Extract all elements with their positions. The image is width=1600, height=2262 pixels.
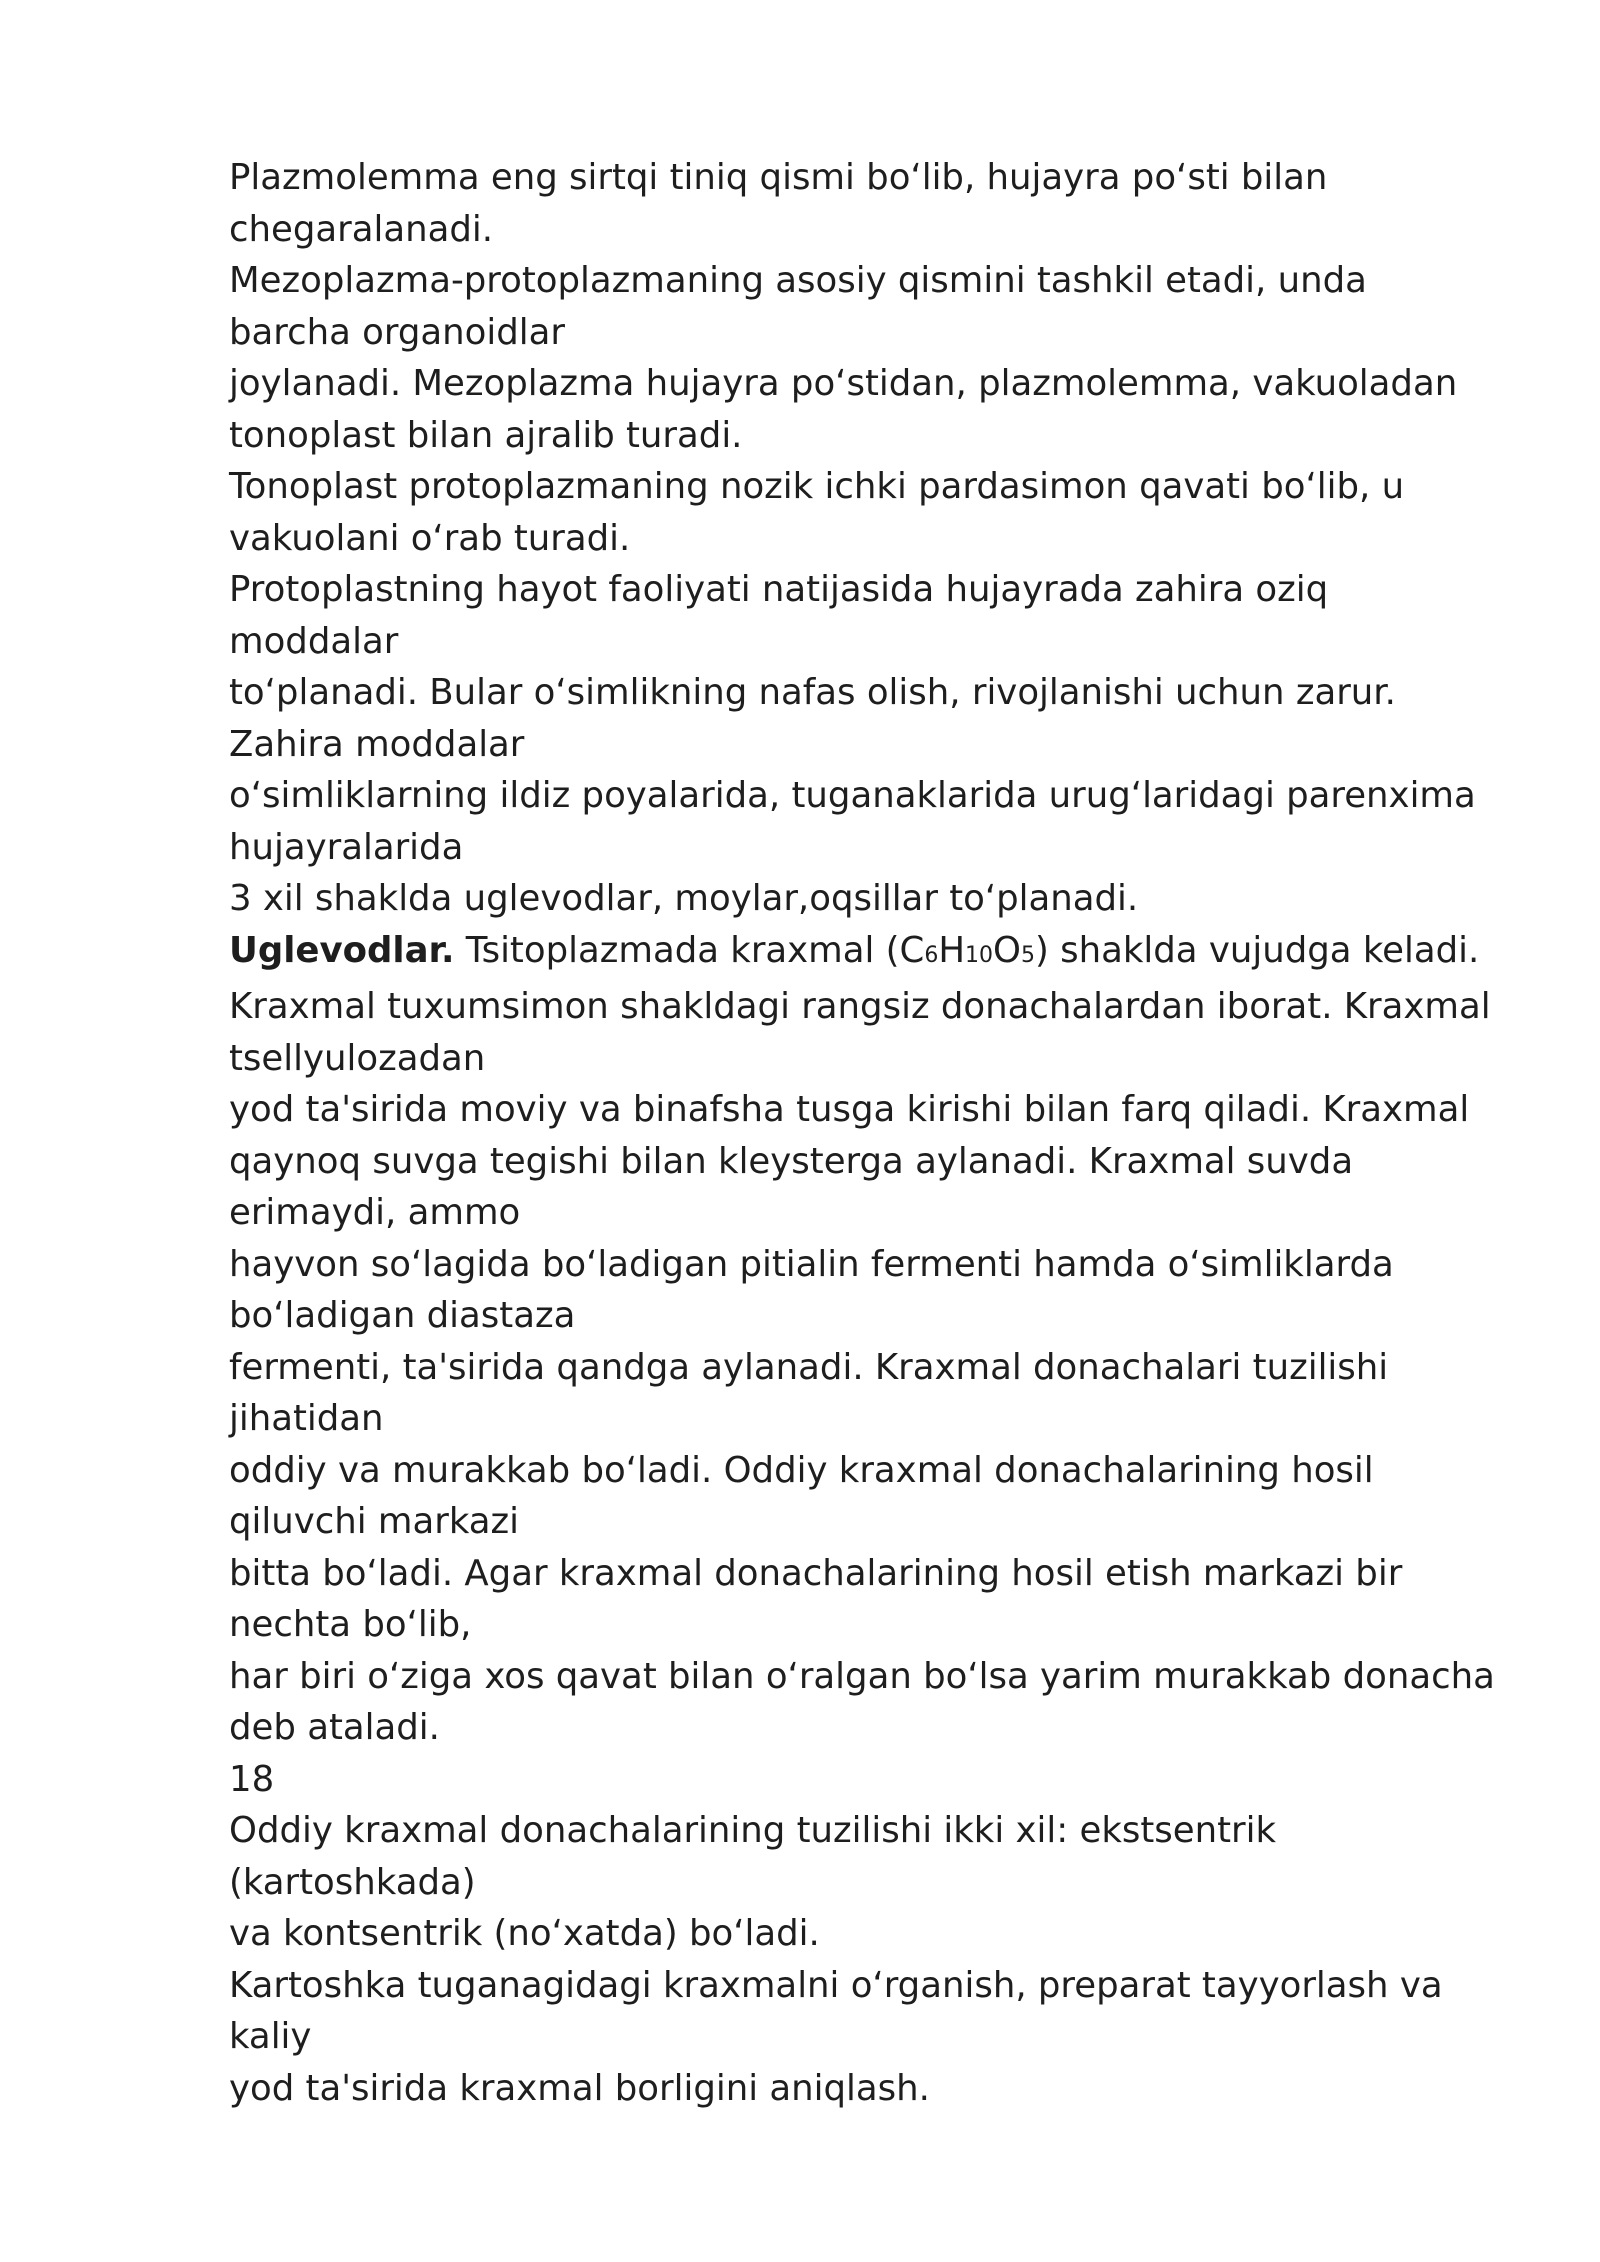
text-line: 3 xil shaklda uglevodlar, moylar,oqsillar to‘planadi. — [229, 878, 1139, 919]
text-line: deb ataladi. — [229, 1707, 440, 1748]
text-line: Oddiy kraxmal donachalarining tuzilishi ikki xil: ekstsentrik — [229, 1810, 1277, 1851]
text-line: tonoplast bilan ajralib turadi. — [229, 414, 743, 456]
text-line: oddiy va murakkab bo‘ladi. Oddiy kraxmal donachalarining hosil — [229, 1449, 1374, 1491]
text-line: tsellyulozadan — [229, 1037, 486, 1079]
text-line: moddalar — [229, 620, 399, 662]
text-line: bo‘ladigan diastaza — [229, 1295, 576, 1336]
text-line: chegaralanadi. — [229, 208, 494, 250]
text-line: nechta bo‘lib, — [229, 1604, 472, 1645]
text-line: Mezoplazma-protoplazmaning asosiy qismini tashkil etadi, unda — [229, 260, 1367, 301]
formula-text-after: ) shaklda vujudga keladi. — [1034, 929, 1480, 971]
formula-element: O — [993, 929, 1021, 971]
text-line: va kontsentrik (no‘xatda) bo‘ladi. — [229, 1913, 820, 1954]
text-line: kaliy — [229, 2016, 312, 2057]
text-line: vakuolani o‘rab turadi. — [229, 517, 631, 559]
text-line: Tonoplast protoplazmaning nozik ichki pardasimon qavati bo‘lib, u — [229, 466, 1405, 507]
text-line: qiluvchi markazi — [229, 1501, 520, 1542]
formula-subscript: 10 — [965, 942, 994, 968]
formula-subscript: 6 — [924, 942, 939, 968]
formula-element: H — [938, 929, 966, 971]
text-line: jihatidan — [229, 1398, 384, 1439]
document-page — [229, 152, 1549, 2114]
text-line: Kraxmal tuxumsimon shakldagi rangsiz donachalardan iborat. Kraxmal — [229, 986, 1491, 1027]
section-heading: Uglevodlar. — [229, 929, 455, 971]
page-number: 18 — [229, 1758, 275, 1800]
text-line: hujayralarida — [229, 826, 464, 868]
text-line: o‘simliklarning ildiz poyalarida, tuganaklarida urug‘laridagi parenxima — [229, 775, 1476, 816]
text-line: Protoplastning hayot faoliyati natijasida hujayrada zahira oziq — [229, 569, 1329, 610]
text-line: qaynoq suvga tegishi bilan kleysterga aylanadi. Kraxmal suvda — [229, 1140, 1354, 1182]
formula-text-before: Tsitoplazmada kraxmal (C — [454, 929, 925, 971]
text-line: yod ta'sirida moviy va binafsha tusga kirishi bilan farq qiladi. Kraxmal — [229, 1089, 1470, 1130]
text-line: har biri o‘ziga xos qavat bilan o‘ralgan bo‘lsa yarim murakkab donacha — [229, 1655, 1495, 1697]
text-line: bitta bo‘ladi. Agar kraxmal donachalarining hosil etish markazi bir — [229, 1552, 1403, 1594]
text-line: (kartoshkada) — [229, 1861, 476, 1903]
text-line: erimaydi, ammo — [229, 1192, 521, 1233]
text-line: Plazmolemma eng sirtqi tiniq qismi bo‘lib, hujayra po‘sti bilan — [229, 157, 1328, 198]
formula-subscript: 5 — [1020, 942, 1035, 968]
text-line: to‘planadi. Bular o‘simlikning nafas olish, rivojlanishi uchun zarur. — [229, 672, 1396, 713]
text-line: Kartoshka tuganagidagi kraxmalni o‘rganish, preparat tayyorlash va — [229, 1964, 1443, 2006]
text-line: Zahira moddalar — [229, 723, 525, 765]
text-line: fermenti, ta'sirida qandga aylanadi. Kraxmal donachalari tuzilishi — [229, 1346, 1389, 1388]
formula-line — [229, 925, 1549, 982]
text-line: joylanadi. Mezoplazma hujayra po‘stidan, plazmolemma, vakuoladan — [229, 363, 1458, 404]
text-line: barcha organoidlar — [229, 311, 565, 353]
text-line: yod ta'sirida kraxmal borligini aniqlash. — [229, 2067, 930, 2109]
text-line: hayvon so‘lagida bo‘ladigan pitialin fermenti hamda o‘simliklarda — [229, 1243, 1394, 1285]
